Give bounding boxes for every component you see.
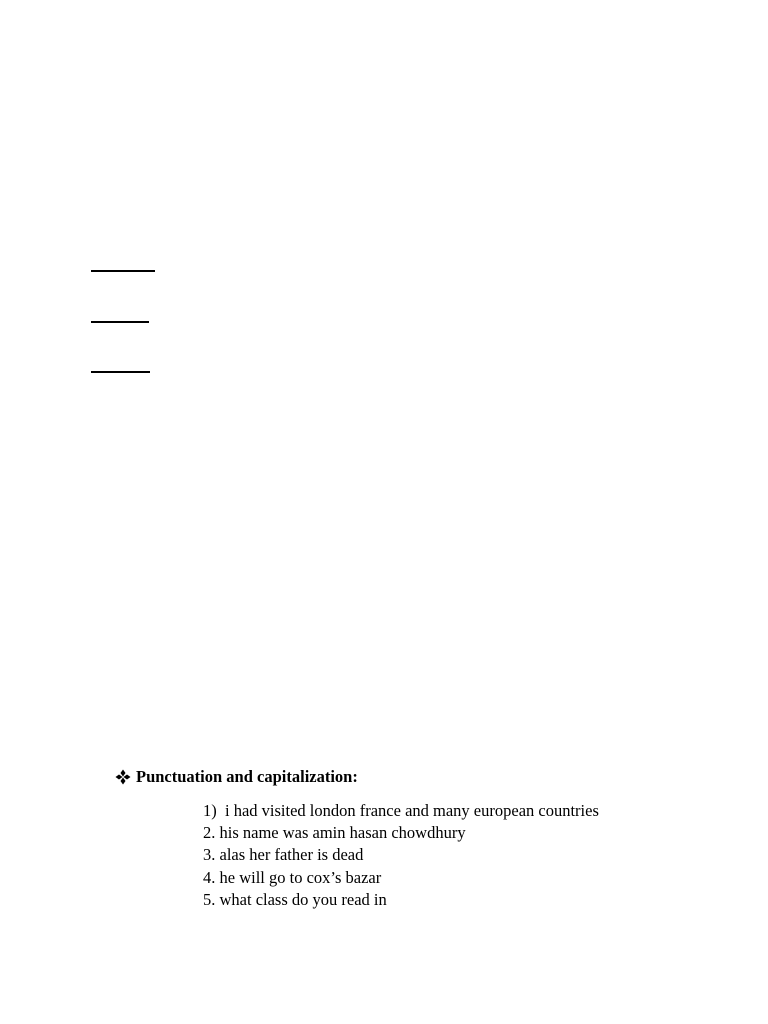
section-heading-text: Punctuation and capitalization:	[136, 767, 358, 786]
list-item: 2. his name was amin hasan chowdhury	[203, 823, 466, 843]
list-item: 3. alas her father is dead	[203, 845, 364, 865]
list-item: 1) i had visited london france and many european countries	[203, 801, 599, 820]
four-diamond-bullet-icon	[115, 769, 131, 785]
blank-answer-line	[91, 270, 155, 272]
blank-answer-line	[91, 321, 149, 323]
list-item: 5. what class do you read in	[203, 889, 387, 909]
section-heading	[115, 766, 358, 788]
list-item: 4. he will go to cox’s bazar	[203, 867, 382, 887]
exercise-list	[203, 800, 599, 911]
blank-answer-line	[91, 371, 150, 373]
